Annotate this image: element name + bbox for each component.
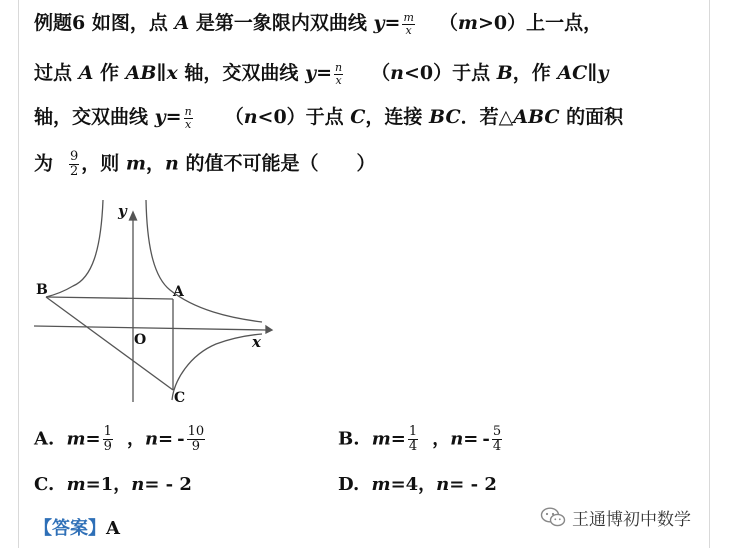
- example-number: 6: [72, 12, 86, 34]
- hyperbola-diagram: [30, 190, 280, 412]
- problem-line-1: 例题6 如图，点 A 是第一象限内双曲线 y= $\frac{m}{x}$ （m>0）上一点，: [34, 10, 603, 37]
- problem-line-4: 为 $\frac{9}{2}$ ，则 m，n 的值不可能是（ ）: [34, 149, 376, 179]
- option-c[interactable]: C. m=1，n= - 2: [34, 474, 192, 495]
- example-label: 例题: [34, 12, 73, 34]
- label-b: B: [36, 282, 48, 298]
- option-a[interactable]: A. m= $\frac{1}{9}$ ，n= - $\frac{10}{9}$: [34, 424, 205, 454]
- watermark-text: 王通博初中数学: [572, 509, 691, 530]
- label-a: A: [173, 284, 184, 300]
- curve-m-first-quadrant: [146, 200, 262, 322]
- watermark: [540, 504, 691, 530]
- segment-ab: [46, 297, 173, 299]
- function-y: y=: [373, 12, 401, 34]
- x-axis: [34, 326, 266, 330]
- curve-n-fourth-quadrant: [172, 334, 262, 400]
- fraction-n-over-x-2: $\frac{n}{x}$: [184, 104, 192, 131]
- option-a-n-fraction: $\frac{10}{9}$: [187, 424, 205, 454]
- segment-ab-ref: AB: [125, 62, 157, 84]
- label-c: C: [174, 390, 186, 406]
- fraction-n-over-x: $\frac{n}{x}$: [335, 60, 343, 87]
- problem-line-3: 轴，交双曲线 y= $\frac{n}{x}$ （n<0）于点 C，连接 BC．若△ABC 的面积: [34, 104, 624, 131]
- curve-n-second-quadrant: [46, 200, 103, 297]
- option-b-n-fraction: $\frac{5}{4}$: [492, 424, 502, 454]
- option-a-m-fraction: $\frac{1}{9}$: [103, 424, 112, 454]
- wechat-icon: [540, 506, 566, 528]
- fraction-m-over-x: $\frac{m}{x}$: [403, 10, 414, 37]
- answer-tag: 【答案】: [34, 518, 106, 539]
- answer-line: [34, 516, 120, 542]
- option-d[interactable]: D. m=4，n= - 2: [338, 474, 497, 495]
- fraction-area: $\frac{9}{2}$: [70, 149, 79, 179]
- x-axis-arrow: [266, 326, 272, 333]
- label-o: O: [134, 332, 147, 348]
- point-a-ref: A: [174, 12, 190, 34]
- label-y: y: [118, 202, 127, 220]
- problem-line-2: 过点 A 作 AB∥x 轴，交双曲线 y= $\frac{n}{x}$ （n<0）于点 B，作 AC∥y: [34, 60, 609, 87]
- y-axis-arrow: [130, 212, 137, 220]
- option-b-m-fraction: $\frac{1}{4}$: [408, 424, 418, 454]
- segment-bc: [46, 297, 173, 390]
- answer-value: A: [106, 518, 120, 539]
- label-x: x: [252, 333, 261, 351]
- option-b[interactable]: B. m= $\frac{1}{4}$ ，n= - $\frac{5}{4}$: [338, 424, 502, 454]
